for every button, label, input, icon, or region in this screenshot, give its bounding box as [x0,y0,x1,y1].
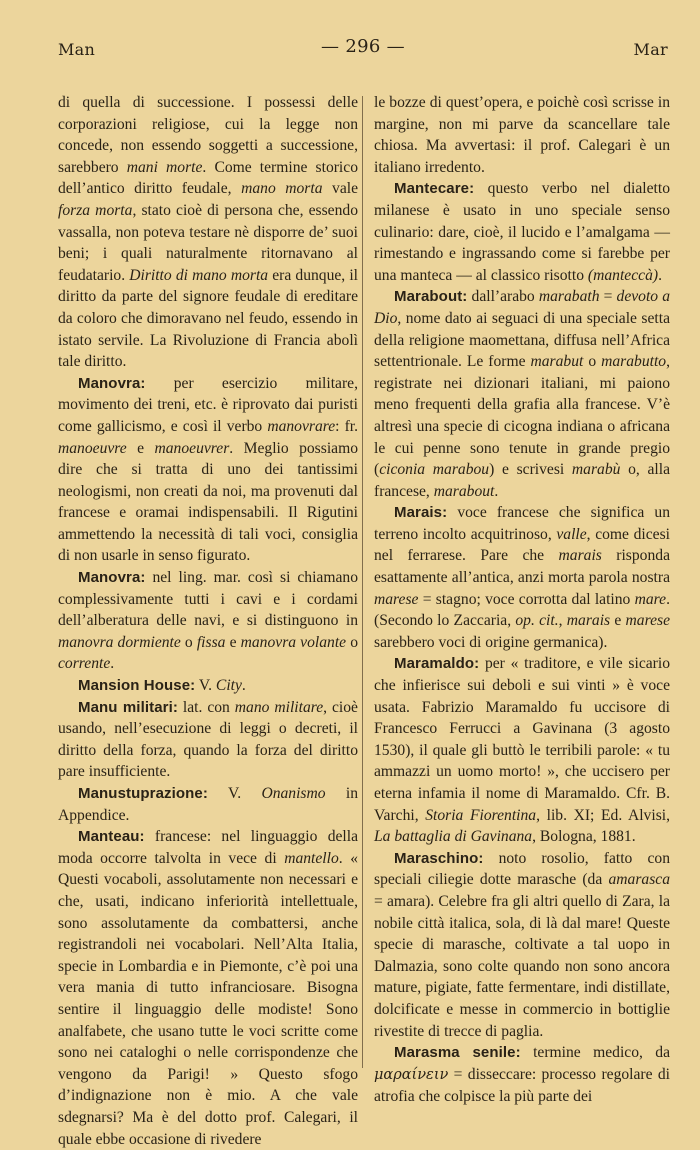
running-header [58,36,668,62]
entry-text: o [346,633,359,651]
entry-text: e [610,612,626,630]
italic-term: mare [634,590,667,608]
header-right-guideword: Mar [633,40,668,59]
entry-text: . Meglio possiamo dire che si tratta di uno dei tantissimi neologismi, non creati da noi, ma provenuti dal francese e oramai indispensabili. Il Rigutini ammettendo la necessità di tali voci, consiglia di non usarle in senso figurato. [58,439,359,565]
entry-text: . [658,266,662,284]
italic-term: marais [566,612,611,630]
dictionary-entry [374,1042,670,1108]
entry-continuation [58,92,358,373]
entry-text: = [599,288,617,306]
italic-term: marabutto [601,353,667,371]
dictionary-entry [58,826,358,1150]
entry-text: o, alla francese, [374,461,670,500]
header-left-guideword: Man [58,40,96,59]
dictionary-entry [58,567,358,675]
italic-term: manovra volante [240,633,347,651]
dictionary-entry [58,675,358,697]
entry-text: e [225,633,241,651]
entry-text: sarebbero voci di origine germanica). [374,633,608,651]
dictionary-entry [58,783,358,826]
entry-headword: Maraschino: [394,849,484,867]
italic-term: marese [625,612,670,630]
entry-text: dall’arabo [467,288,539,306]
dictionary-entry [374,178,670,286]
entry-text: = amara). Celebre fra gli altri quello di Zara, la nobile città italica, sola, di là dal mare! Queste specie di marasche, coltivate a tal uopo in Dalmazia, sono colte quando non sono ancora mature, pigiate, fatte fermentare, indi distillate, dolcificate e messe in commercio in bottiglie rivestite di trecce di paglia. [374,892,670,1040]
italic-term: ciconia marabou [379,461,490,479]
entry-text: , come dicesi nel ferrarese. Pare che [374,525,670,565]
italic-term: mano morta [241,180,323,198]
italic-term: forza morta [58,201,133,219]
italic-term: La battaglia di Gavinana [374,828,533,846]
dictionary-entry [58,697,358,783]
italic-term: mani morte [126,158,203,176]
italic-term: mano militare [234,698,324,716]
greek-term: μαραίνειν [374,1066,449,1083]
entry-text: era dunque, il diritto da parte del signore feudale di ereditare da coloro che dimoravano nel feudo, essendo in istato servile. La Rivoluzione di Francia abolì tale diritto. [58,266,358,371]
entry-headword: Maramaldo: [394,655,480,673]
italic-term: (manteccà) [587,266,659,284]
dictionary-entry [374,653,670,847]
entry-text: vale [322,180,358,198]
entry-headword: Manovra: [78,569,146,587]
entry-headword: Marasma senile: [394,1044,521,1062]
italic-term: manoeuvre [58,439,127,457]
italic-term: manoeuvrer [154,439,230,457]
entry-text: . « Questi vocaboli, assolutamente non necessari e che, usati, indicano inferiorità intellettuale, sono assolutamente da combattersi, anche registrandoli nei vocabolari. Nell’Alta Italia, specie in Lombardia e in Piemonte, c’è poi una vera mania di tutto infranciosare. Bisogna sentire il linguaggio delle modiste! Sono analfabete, che usano tutte le voci scritte come sono nei cataloghi o nelle corrispondenze che vengono da Parigi! » Questo sfogo d’indignazione non è mio. A che vale sdegnarsi? Ma è del dotto prof. Calegari, il quale ebbe occasione di rivedere [58,849,358,1148]
italic-term: fissa [196,633,226,651]
entry-text: : fr. [335,417,359,435]
entry-text: . [110,655,115,673]
entry-text: V. [195,677,216,695]
entry-text: per esercizio militare, movimento dei treni, etc. è riprovato dai puristi come gallicismo, e così il verbo [58,374,358,435]
entry-text: . (Secondo lo Zaccaria, [374,590,670,630]
entry-text: lat. con [177,698,235,716]
italic-term: Diritto di mano morta [129,266,269,284]
italic-term: op. cit. [515,612,559,630]
italic-term: marabut [530,353,584,371]
entry-text: = disseccare: processo regolare di atrofia che colpisce la più parte dei [374,1065,670,1106]
italic-term: manovrare [267,417,336,435]
entry-text: V. [207,785,262,802]
italic-term: corrente [58,655,111,673]
left-column [58,92,358,1150]
dictionary-entry [374,286,670,502]
italic-term: marais [558,547,602,565]
italic-term: amarasca [608,871,670,889]
dictionary-entry [58,373,358,567]
entry-text: , Bologna, 1881. [532,828,636,846]
italic-term: marabù [571,461,621,479]
entry-headword: Marabout: [394,288,468,306]
italic-term: mantello [284,849,339,867]
entry-headword: Manustuprazione: [78,785,208,802]
entry-text: e [126,439,155,457]
entry-text: in Appendice. [58,785,359,824]
entry-headword: Manovra: [78,374,146,392]
dictionary-entry [374,848,670,1042]
entry-text: ) e scrivesi [489,461,572,479]
entry-text: noto rosolio, fatto con speciali ciliegie dotte marasche (da [374,849,670,889]
entry-text: = stagno; voce corrotta dal latino [418,590,635,608]
entry-text: le bozze di quest’opera, e poichè così scrisse in margine, non mi parve da scancellare tale chiosa. Ma avvertasi: il prof. Calegari è un italiano irredento. [374,94,670,176]
entry-text: nel ling. mar. così si chiamano complessivamente tutti i cavi e i cordami dell’alberatura delle navi, e si distinguono in [58,569,358,630]
italic-term: Onanismo [261,785,326,802]
entry-headword: Marais: [394,504,448,522]
entry-text: o [583,353,602,371]
entry-text: . Come termine storico dell’antico diritto feudale, [58,158,358,198]
entry-text: voce francese che significa un terreno incolto acquitrinoso, [374,504,670,543]
page-number: — 296 — [321,36,405,57]
italic-term: marese [374,590,419,608]
entry-headword: Manu militari: [78,698,178,716]
italic-term: marabout [433,482,495,500]
entry-text: risponda esattamente all’antica, anzi morta parola nostra [374,547,670,587]
entry-headword: Mantecare: [394,180,475,198]
entry-text: di quella di successione. I possessi delle corporazioni religiose, cui la legge non concede, non essendo soggetti a successione, sarebbero [58,94,358,176]
entry-continuation [374,92,670,178]
entry-text: , [558,612,567,630]
entry-text: . [241,677,246,695]
italic-term: devoto a Dio [374,288,671,327]
italic-term: manovra dormiente [58,633,181,651]
right-column [374,92,670,1108]
italic-term: valle [556,525,587,543]
entry-text: o [180,633,197,651]
entry-text: , cioè usando, nell’esecuzione di leggi o decreti, il diritto della forza, quando la forza del diritto pare insufficiente. [58,698,358,781]
entry-text: francese: nel linguaggio della moda occorre talvolta in vece di [58,828,358,867]
entry-text: questo verbo nel dialetto milanese è usato in uno speciale senso culinario: dare, cioè, il lucido e l’amalgama — rimestando e ingrassando come si farebbe per una manteca — al classico risotto [374,180,670,284]
italic-term: Storia Fiorentina [425,806,537,824]
entry-text: per « traditore, e vile sicario che infierisce sui deboli e sui vinti » è voce usata. Fabrizio Maramaldo fu uccisore di Francesco Ferrucci a Gavinana (3 agosto 1530), il quale gli buttò le terribili parole: « tu ammazzi un uomo morto! », che uccisero per eterna infamia il nome di Maramaldo. Cfr. B. Varchi, [374,655,670,824]
entry-text: , stato cioè di persona che, essendo vassalla, non poteva testare nè disporre de’ suoi beni; i quali naturalmente ritornavano al feudatario. [58,201,358,284]
entry-text: termine medico, da [520,1044,670,1062]
entry-text: , lib. XI; Ed. Alvisi, [536,806,670,824]
italic-term: marabath [538,288,600,306]
entry-headword: Mansion House: [78,677,196,695]
entry-headword: Manteau: [78,828,145,846]
dictionary-entry [374,502,670,653]
entry-text: . [494,482,499,500]
italic-term: City [215,677,242,695]
entry-text: , nome dato ai seguaci di una speciale setta della religione maomettana, diffusa nell’Africa settentrionale. Le forme [374,309,670,371]
entry-text: , registrate nei dizionari italiani, mi paiono meno frequenti della grafia alla francese. V’è altresì una specie di cicogna indiana o africana le cui penne sono tenute in grande pregio ( [374,353,670,479]
column-divider [362,96,363,1068]
